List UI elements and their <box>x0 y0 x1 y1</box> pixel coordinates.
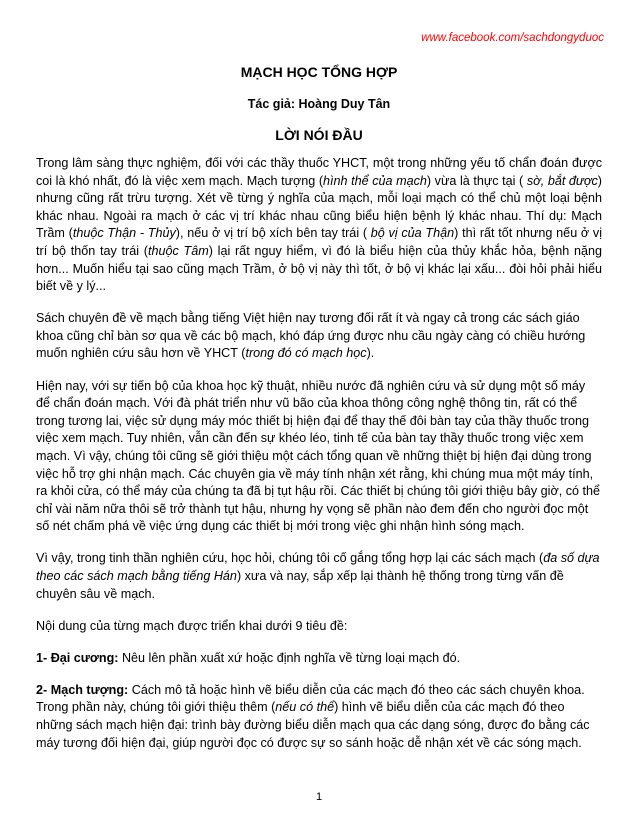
paragraph-4 <box>36 550 602 603</box>
italic-run: nếu có thể <box>275 700 335 715</box>
paragraph-7 <box>36 682 602 752</box>
text-run: Nêu lên phần xuất xứ hoặc định nghĩa về từng loại mạch đó. <box>118 650 461 665</box>
paragraph-3: Hiện nay, với sự tiến bộ của khoa học kỹ thuật, nhiều nước đã nghiên cứu và sử dụng một số máy để chẩn đoán mạch. Với đà phát triển như vũ bão của khoa thông công nghệ thông tin, rất có thể trong tương lai, việc sử dụng máy móc thiết bị hiện đại để thay thế đôi bàn tay của thầy thuốc trong việc xem mạch. Tuy nhiên, vẫn cần đến sự khéo léo, tinh tế của bàn tay thầy thuốc trong việc xem mạch. Vì vậy, chúng tôi cũng sẽ giới thiệu một cách tổng quan về những thiệt bị hiện đại dùng trong việc hỗ trợ ghi nhận mạch. Các chuyên gia về máy tính nhận xét rằng, khi chúng mua một máy tính, ra khỏi cửa, có thể máy của chúng ta đã bị tụt hậu rồi. Các thiết bị chúng tôi giới thiệu bây giờ, có thể chỉ vài năm nữa thôi sẽ trở thành tụt hậu, nhưng hy vọng sẽ phần nào đem đến cho người đọc một số nét chấm phá về việc ứng dụng các thiết bị mới trong việc ghi nhận hình sóng mạch. <box>36 378 601 534</box>
text-run: Trong lâm sàng thực nghiệm, đối với các thầy thuốc YHCT, một trong những yếu tố chẩn đoán được coi là khó nhất, đó là việc xem mạch. Mạch tượng ( <box>36 156 602 188</box>
author-line: Tác giả: Hoàng Duy Tân <box>247 97 391 111</box>
text-run: ) hình vẽ biểu diễn của các mạch đó theo những sách mạch hiện đại: trình bày đường biểu diễn mạch qua các dạng sóng, được đo bằng các máy tương đối hiện đại, giúp người đọc có được sự so sánh hoặc dễ nhận xét về các sóng mạch. <box>36 700 590 750</box>
text-run: ). <box>366 346 375 361</box>
italic-run: sờ, bắt được <box>526 173 598 188</box>
italic-run: bộ vị của Thận <box>370 226 455 241</box>
text-run: ) thì rất tốt nhưng nếu ở vị trí bộ thốn tay trái ( <box>36 226 603 258</box>
italic-run: đa số dựa theo các sách mạch bằng tiếng Hán <box>36 551 600 583</box>
document-body <box>36 155 602 767</box>
paragraph-5: Nội dung của từng mạch được triển khai dưới 9 tiêu đề: <box>36 618 348 633</box>
heading-run: 1- Đại cương: <box>36 650 119 665</box>
text-run: ) nhưng cũng rất trừu tượng. Xét về từng ý nghĩa của mạch, mỗi loại mạch có thể chủ một loại bệnh khác nhau. Ngoài ra mạch ở các vị trí khác nhau cũng biểu hiện bệnh lý khác nhau. Thí dụ: Mạch Trầm ( <box>36 173 602 241</box>
italic-run: hình thể của mạch <box>323 173 427 188</box>
document-title: MẠCH HỌC TỔNG HỢP <box>240 64 398 80</box>
paragraph-6 <box>36 650 602 668</box>
italic-run: thuộc Thận - Thủy <box>72 226 176 241</box>
heading-run: 2- Mạch tượng: <box>36 682 129 697</box>
text-run: Vì vậy, trong tinh thần nghiên cứu, học hỏi, chúng tôi cố gắng tổng hợp lại các sách mạch ( <box>36 551 544 566</box>
italic-run: trong đó có mạch học <box>245 346 367 361</box>
page-number: 1 <box>315 791 323 803</box>
text-run: Sách chuyên đề về mạch bằng tiếng Việt hiện nay tương đối rất ít và ngay cả trong các sách giáo khoa cũng chỉ bàn sơ qua về các bộ mạch, khó đáp ứng được nhu cầu ngày càng có chiều hướng muốn nghiên cứu sâu hơn về YHCT ( <box>36 311 586 361</box>
paragraph-2 <box>36 310 602 363</box>
text-run: Cách mô tả hoặc hình vẽ biểu diễn của các mạch đó theo các sách chuyên khoa. Trong phần này, chúng tôi giới thiệu thêm ( <box>36 682 585 715</box>
source-link[interactable]: www.facebook.com/sachdongyduoc <box>421 32 604 44</box>
text-run: ) xưa và nay, sắp xếp lại thành hệ thống trong từng vấn đề chuyên sâu về mạch. <box>36 568 564 601</box>
paragraph-1 <box>36 155 602 296</box>
text-run: ) lại rất nguy hiểm, vì đó là biểu hiện của thủy khắc hỏa, bệnh nặng hơn... Muốn hiểu tại sao cũng mạch Trầm, ở bộ vị này thì tốt, ở bộ vị khác lại xấu... đòi hỏi phải hiểu biết về y lý... <box>36 243 603 294</box>
text-run: ) vừa là thực tại ( <box>426 173 527 188</box>
italic-run: thuộc Tâm <box>147 243 209 258</box>
text-run: ), nếu ở vị trí bộ xích bên tay trái ( <box>175 226 371 241</box>
section-title: LỜI NÓI ĐẦU <box>275 127 363 143</box>
